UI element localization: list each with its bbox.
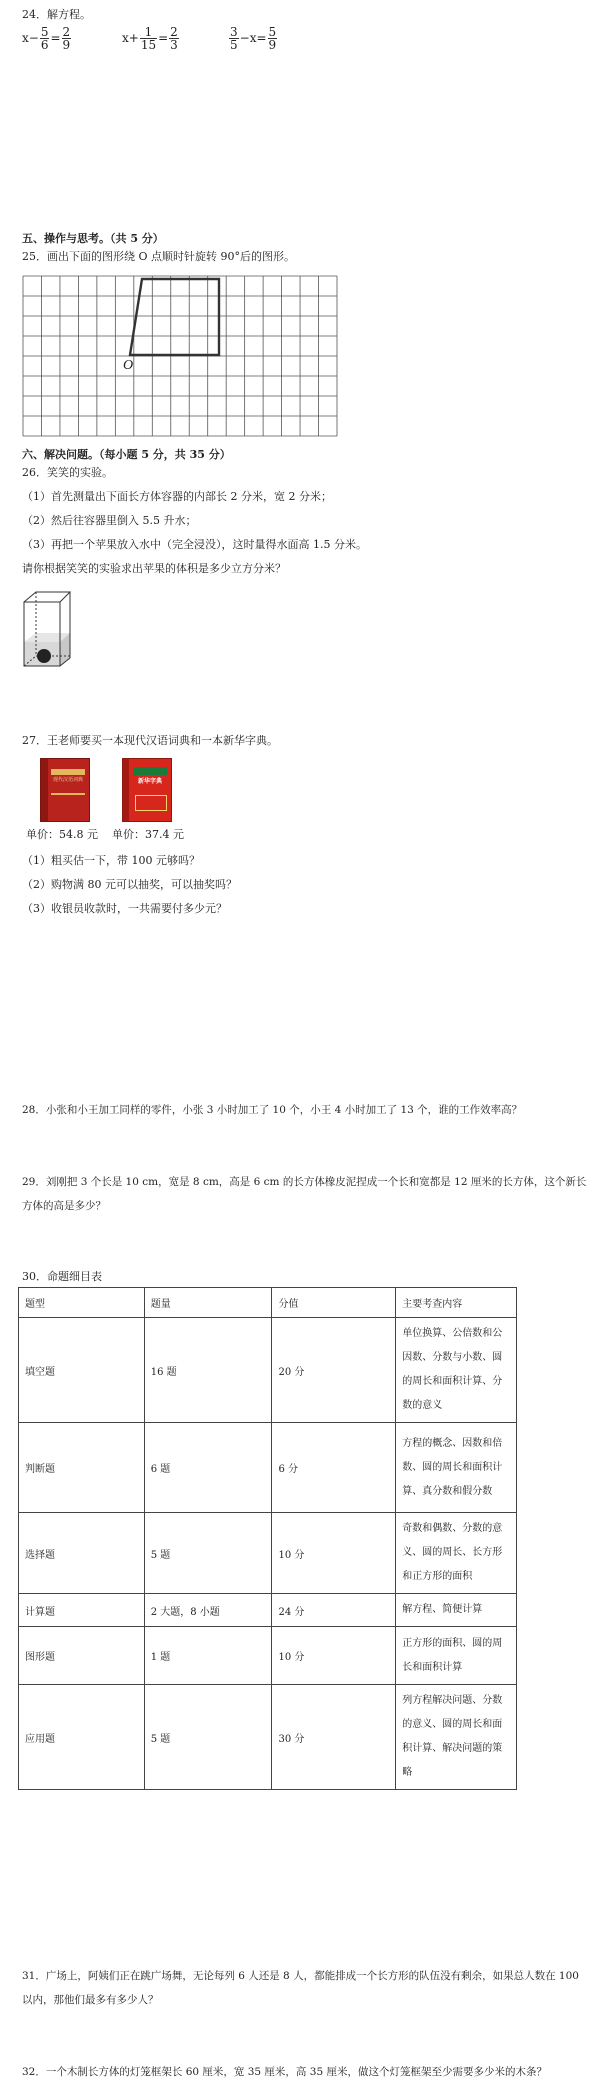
table-cell-score: 6 分 xyxy=(272,1423,396,1513)
table-cell-count: 2 大题，8 小题 xyxy=(144,1594,272,1627)
table-cell-content: 正方形的面积、圆的周长和面积计算 xyxy=(396,1627,517,1685)
table-cell-score: 20 分 xyxy=(272,1318,396,1423)
price-dictionary: 单价：54.8 元 xyxy=(26,828,98,841)
table-row xyxy=(19,1685,517,1790)
table-cell-count: 5 题 xyxy=(144,1513,272,1594)
table-cell-content: 单位换算、公倍数和公因数、分数与小数、圆的周长和面积计算、分数的意义 xyxy=(396,1318,517,1423)
table-cell-count: 1 题 xyxy=(144,1627,272,1685)
eq3-mid: −x= xyxy=(239,31,267,45)
q26-step-1: （1）首先测量出下面长方体容器的内部长 2 分米，宽 2 分米； xyxy=(22,490,332,503)
table-cell-content: 方程的概念、因数和倍数、圆的周长和面积计算、真分数和假分数 xyxy=(396,1423,517,1513)
xinhua-cover-title: 新华字典 xyxy=(137,778,162,785)
q26-step-2: （2）然后往容器里倒入 5.5 升水； xyxy=(22,514,197,527)
q29-line-2: 方体的高是多少？ xyxy=(22,1200,106,1212)
equals-sign: = xyxy=(50,31,61,45)
table-cell-count: 6 题 xyxy=(144,1423,272,1513)
section-6-heading: 六、解决问题。（每小题 5 分，共 35 分） xyxy=(22,448,231,461)
table-row xyxy=(19,1423,517,1513)
q25-title: 25．画出下面的图形绕 O 点顺时针旋转 90°后的图形。 xyxy=(22,250,296,263)
question-spec-table xyxy=(18,1287,517,1790)
numerator: 1 xyxy=(140,26,157,39)
q26-step-3: （3）再把一个苹果放入水中（完全浸没），这时量得水面高 1.5 分米。 xyxy=(22,538,367,551)
table-cell-type: 选择题 xyxy=(19,1513,145,1594)
table-header-cell: 题量 xyxy=(144,1288,272,1318)
equals-sign: = xyxy=(158,31,169,45)
q27-sub-3: （3）收银员收款时，一共需要付多少元？ xyxy=(22,902,227,915)
table-cell-content: 奇数和偶数、分数的意义、圆的周长、长方形和正方形的面积 xyxy=(396,1513,517,1594)
dictionary-cover-title: 现代汉语词典 xyxy=(52,777,83,783)
section-5-heading: 五、操作与思考。（共 5 分） xyxy=(22,232,164,245)
table-cell-content: 列方程解决问题、分数的意义、圆的周长和面积计算、解决问题的策略 xyxy=(396,1685,517,1790)
table-cell-count: 5 题 xyxy=(144,1685,272,1790)
table-header-cell: 分值 xyxy=(272,1288,396,1318)
numerator: 3 xyxy=(230,25,238,39)
table-cell-score: 30 分 xyxy=(272,1685,396,1790)
denominator: 15 xyxy=(140,38,157,52)
q29-line-1: 29．刘刚把 3 个长是 10 cm，宽是 8 cm，高是 6 cm 的长方体橡皮泥捏成一个长和宽都是 12 厘米的长方体，这个新长 xyxy=(22,1176,587,1188)
q27-sub-1: （1）粗买估一下，带 100 元够吗？ xyxy=(22,854,200,867)
equation-2 xyxy=(122,26,180,51)
numerator: 2 xyxy=(62,25,71,39)
table-cell-score: 10 分 xyxy=(272,1627,396,1685)
table-row xyxy=(19,1627,517,1685)
denominator: 6 xyxy=(40,38,49,52)
table-cell-type: 应用题 xyxy=(19,1685,145,1790)
equation-1 xyxy=(22,26,72,51)
rotation-grid xyxy=(22,275,338,437)
numerator: 2 xyxy=(170,25,178,39)
equation-3 xyxy=(228,26,278,51)
table-row xyxy=(19,1594,517,1627)
table-header-row xyxy=(19,1288,517,1318)
fraction xyxy=(40,26,50,51)
table-cell-score: 24 分 xyxy=(272,1594,396,1627)
numerator: 5 xyxy=(40,25,49,39)
numerator: 5 xyxy=(268,25,277,39)
table-cell-type: 计算题 xyxy=(19,1594,145,1627)
table-cell-type: 判断题 xyxy=(19,1423,145,1513)
parallelogram-shape xyxy=(130,279,219,355)
fraction xyxy=(62,26,72,51)
denominator: 9 xyxy=(268,38,277,52)
q26-question: 请你根据笑笑的实验求出苹果的体积是多少立方分米？ xyxy=(22,562,286,575)
cuboid-container-figure xyxy=(22,588,74,668)
q24-title: 24．解方程。 xyxy=(22,8,91,21)
q30-title: 30．命题细目表 xyxy=(22,1270,102,1283)
q28-text: 28．小张和小王加工同样的零件，小张 3 小时加工了 10 个，小王 4 小时加工了 13 个，谁的工作效率高？ xyxy=(22,1104,523,1116)
q31-line-1: 31．广场上，阿姨们正在跳广场舞，无论每列 6 人还是 8 人，都能排成一个长方形的队伍没有剩余，如果总人数在 100 xyxy=(22,1970,579,1982)
table-header-cell: 主要考查内容 xyxy=(396,1288,517,1318)
q31-line-2: 以内，那他们最多有多少人？ xyxy=(22,1994,159,2006)
table-header-cell: 题型 xyxy=(19,1288,145,1318)
table-row xyxy=(19,1318,517,1423)
eq2-left: x+ xyxy=(122,31,139,45)
xinhua-dictionary-image xyxy=(122,758,172,822)
q27-title: 27．王老师要买一本现代汉语词典和一本新华字典。 xyxy=(22,734,278,747)
table-cell-type: 填空题 xyxy=(19,1318,145,1423)
fraction xyxy=(268,26,278,51)
denominator: 9 xyxy=(62,38,71,52)
q32-text: 32．一个木制长方体的灯笼框架长 60 厘米，宽 35 厘米，高 35 厘米，做这个灯笼框架至少需要多少米的木条？ xyxy=(22,2066,547,2078)
fraction xyxy=(169,26,179,51)
q27-sub-2: （2）购物满 80 元可以抽奖，可以抽奖吗？ xyxy=(22,878,237,891)
denominator: 3 xyxy=(170,38,178,52)
q26-title: 26．笑笑的实验。 xyxy=(22,466,113,479)
table-cell-count: 16 题 xyxy=(144,1318,272,1423)
eq1-left: x− xyxy=(22,31,39,45)
price-xinhua: 单价：37.4 元 xyxy=(112,828,184,841)
denominator: 5 xyxy=(230,38,238,52)
fraction xyxy=(229,26,239,51)
table-cell-content: 解方程、简便计算 xyxy=(396,1594,517,1627)
fraction xyxy=(140,26,157,51)
point-o-label: O xyxy=(123,358,134,373)
table-cell-score: 10 分 xyxy=(272,1513,396,1594)
apple-icon xyxy=(37,649,51,663)
dictionary-book-image xyxy=(40,758,90,822)
table-cell-type: 图形题 xyxy=(19,1627,145,1685)
table-row xyxy=(19,1513,517,1594)
